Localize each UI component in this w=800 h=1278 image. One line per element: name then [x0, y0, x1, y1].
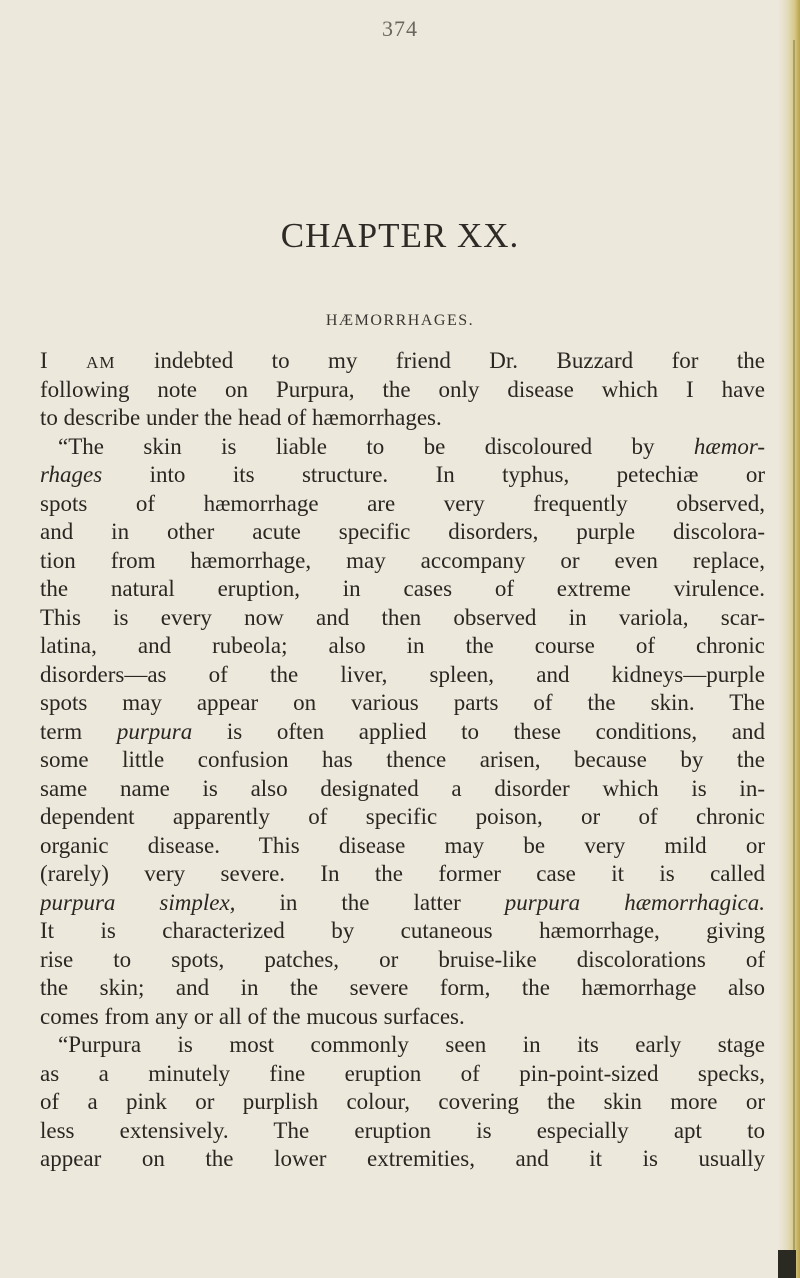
text-segment: less extensively. The eruption is especially apt to — [40, 1117, 765, 1143]
text-segment: the natural eruption, in cases of extreme virulence. — [40, 576, 765, 601]
text-segment: of a pink or purplish colour, covering the skin more or — [40, 1089, 765, 1114]
text-segment: It is characterized by cutaneous hæmorrhage, giving — [40, 918, 765, 943]
text-segment: appear on the lower extremities, and it is usually — [40, 1146, 765, 1171]
text-line — [40, 433, 765, 462]
text-line — [40, 746, 765, 775]
text-segment: same name is also designated a disorder which is in- — [40, 775, 765, 801]
text-segment: “The skin is liable to be discoloured by — [58, 433, 694, 459]
text-line — [40, 775, 765, 804]
text-segment: (rarely) very severe. In the former case it is called — [40, 861, 765, 886]
text-segment: rise to spots, patches, or bruise-like discolorations of — [40, 946, 765, 972]
text-line — [40, 832, 765, 861]
text-segment: rhages — [40, 462, 103, 487]
text-segment: latina, and rubeola; also in the course of chronic — [40, 633, 765, 658]
text-segment: dependent apparently of specific poison, or of chronic — [40, 804, 765, 829]
text-line — [40, 917, 765, 946]
text-segment: “Purpura is most commonly seen in its early stage — [58, 1032, 765, 1057]
text-line — [40, 1088, 765, 1117]
text-line — [40, 1031, 765, 1060]
text-segment: purpura — [116, 718, 193, 744]
text-line — [40, 490, 765, 519]
text-line — [40, 860, 765, 889]
text-segment: spots may appear on various parts of the skin. The — [40, 690, 765, 715]
binding-mark — [778, 1250, 796, 1278]
text-segment: indebted to my friend Dr. Buzzard for the — [115, 348, 765, 373]
text-segment: I — [40, 348, 87, 373]
text-line — [40, 404, 765, 433]
text-line — [40, 632, 765, 661]
text-segment: is often applied to these conditions, and — [192, 718, 765, 744]
text-segment: to describe under the head of hæmorrhages. — [40, 405, 442, 430]
text-segment: in the latter — [235, 889, 505, 915]
text-segment: term — [40, 718, 117, 744]
text-line — [40, 575, 765, 604]
text-segment: some little confusion has thence arisen, because by the — [40, 747, 765, 772]
text-line — [40, 974, 765, 1003]
text-segment: comes from any or all of the mucous surfaces. — [40, 1003, 465, 1029]
text-line — [40, 803, 765, 832]
chapter-subtitle: HÆMORRHAGES. — [325, 312, 475, 329]
text-segment: AM — [86, 353, 116, 372]
text-segment: disorders—as of the liver, spleen, and kidneys—purple — [40, 661, 765, 687]
text-segment: hæmor- — [693, 433, 765, 459]
text-segment: purpura hæmorrhagica. — [504, 889, 765, 915]
text-segment: This is every now and then observed in variola, scar- — [40, 604, 765, 630]
text-segment: tion from hæmorrhage, may accompany or even replace, — [40, 547, 765, 573]
text-line — [40, 889, 765, 918]
text-line — [40, 547, 765, 576]
text-line — [40, 461, 765, 490]
text-segment: into its structure. In typhus, petechiæ or — [102, 462, 765, 487]
text-line — [40, 1060, 765, 1089]
text-line — [40, 1145, 765, 1174]
text-segment: spots of hæmorrhage are very frequently observed, — [40, 490, 765, 516]
text-segment: as a minutely fine eruption of pin-point-sized specks, — [40, 1060, 765, 1086]
text-line — [40, 347, 765, 376]
text-line — [40, 946, 765, 975]
text-line — [40, 661, 765, 690]
text-line — [40, 376, 765, 405]
text-line — [40, 604, 765, 633]
text-line — [40, 1117, 765, 1146]
chapter-title: CHAPTER XX. — [280, 216, 520, 255]
body-text — [40, 347, 765, 1174]
text-line — [40, 1003, 765, 1032]
text-segment: organic disease. This disease may be very mild or — [40, 832, 765, 858]
text-segment: the skin; and in the severe form, the hæmorrhage also — [40, 975, 765, 1000]
text-segment: following note on Purpura, the only disease which I have — [40, 376, 765, 402]
text-line — [40, 718, 765, 747]
page-number: 374 — [382, 16, 418, 41]
page-edge-shadow — [778, 0, 800, 1278]
text-line — [40, 689, 765, 718]
text-line — [40, 518, 765, 547]
text-segment: purpura simplex, — [40, 889, 236, 915]
text-segment: and in other acute specific disorders, purple discolora- — [40, 519, 765, 544]
